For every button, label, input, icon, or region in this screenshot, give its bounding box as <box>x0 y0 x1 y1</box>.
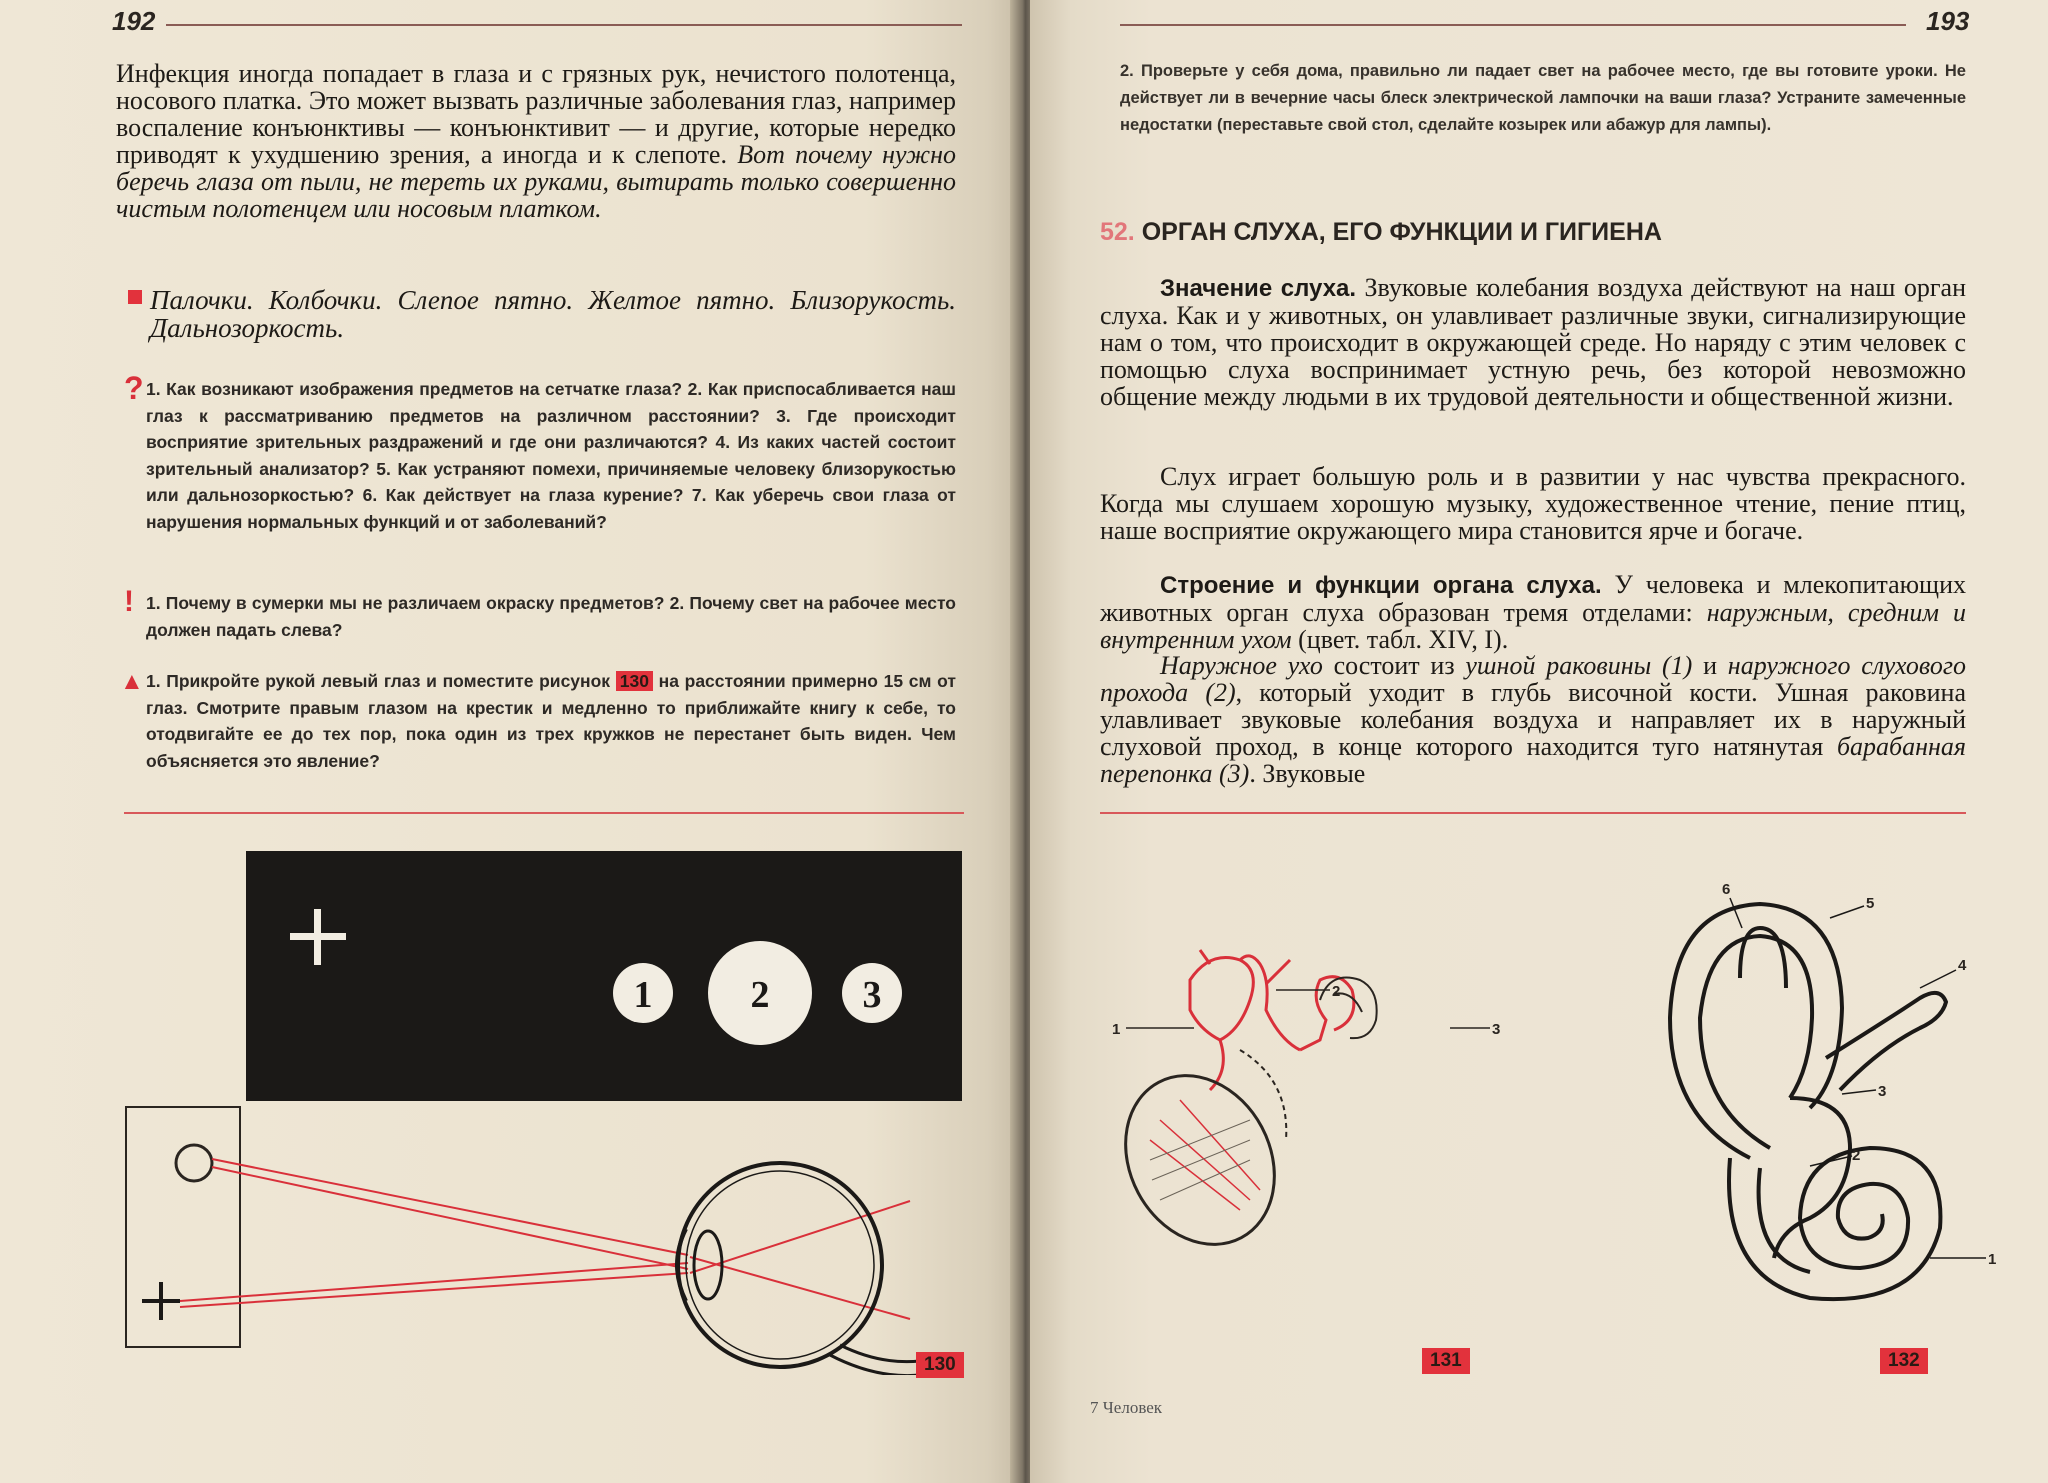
task-triangle-icon: ▲ <box>120 668 144 695</box>
signature-footer: 7 Человек <box>1090 1398 1163 1417</box>
tympanic-membrane <box>1097 1049 1303 1260</box>
circle-3 <box>842 963 902 1023</box>
left-page <box>0 0 1018 1483</box>
right-page <box>1030 0 2048 1483</box>
figure-131-middle-ear <box>1090 920 1510 1260</box>
task-1: 1. Прикройте рукой левый глаз и поместите рисунок 130 на расстоянии примерно 15 см от глаз. Смотрите правым глазом на крестик и медленно то приближайте книгу к себе, то отодвигайте ее до тех пор, пока один из трех кружков не перестанет быть виден. Чем объясняется это явление? <box>146 671 957 771</box>
rule-above-figures-131-132 <box>1100 812 1966 814</box>
semicircular-canals <box>1670 904 1946 1158</box>
questions-mark-icon: ? <box>124 370 144 406</box>
keywords-marker <box>128 290 142 304</box>
svg-text:2: 2 <box>750 974 770 1016</box>
fig132-label-3: 3 <box>1878 1083 1887 1100</box>
fig131-label-3: 3 <box>1492 1021 1501 1038</box>
fig131-label-1: 1 <box>1112 1021 1121 1038</box>
paragraph-structure: Строение и функции органа слуха. У человека и млекопитающих животных орган слуха образован тремя отделами: наружным, средним и внутренним ухом (цвет. табл. XIV, I). <box>1100 570 1966 654</box>
fig131-leaders <box>1126 990 1490 1028</box>
hygiene-paragraph: Инфекция иногда попадает в глаза и с грязных рук, нечистого полотенца, носового платка. Это может вызвать различные заболевания глаз, например воспаление конъюнктивы — конъюнктивит — и другие, которые нередко приводят к ухудшению зрения, а иногда и к слепоте. Вот почему нужно беречь глаза от пыли, не тереть их руками, вытирать только совершенно чистым полотенцем или носовым платком. <box>116 59 956 223</box>
figure-132-inner-ear <box>1590 858 2030 1318</box>
figure-ref-130: 130 <box>616 671 653 691</box>
fig132-label-4: 4 <box>1958 957 1967 974</box>
task-2: 2. Проверьте у себя дома, правильно ли падает свет на рабочее место, где вы готовите уроки. Не действует ли в вечерние часы блеск электрической лампочки на ваши глаза? Устраните замеченные недостатки (переставьте свой стол, сделайте козырек или абажур для лампы). <box>1120 62 1966 134</box>
cochlea <box>1729 1148 1940 1299</box>
svg-text:1: 1 <box>633 974 653 1016</box>
figure-131-badge: 131 <box>1422 1348 1470 1374</box>
fig132-label-2: 2 <box>1852 1147 1861 1164</box>
header-rule-left <box>166 24 962 26</box>
object-box <box>126 1107 240 1347</box>
section-title: ОРГАН СЛУХА, ЕГО ФУНКЦИИ И ГИГИЕНА <box>1141 218 1662 246</box>
circle-1 <box>613 963 673 1023</box>
think-questions: 1. Почему в сумерки мы не различаем окраску предметов? 2. Почему свет на рабочее место должен падать слева? <box>146 593 956 640</box>
small-cross-icon <box>142 1282 180 1320</box>
section-number: 52. <box>1100 218 1135 246</box>
circle-2 <box>708 941 812 1045</box>
figure-130-badge: 130 <box>916 1352 964 1378</box>
fig131-label-2: 2 <box>1332 983 1341 1000</box>
eye-cross-section <box>677 1163 920 1375</box>
paragraph-hearing-beauty: Слух играет большую роль и в развитии у нас чувства прекрасного. Когда мы слушаем хорошую музыку, художественное чтение, пение птиц, наше восприятие окружающего мира становится ярче и богаче. <box>1100 462 1966 545</box>
page-number-right: 193 <box>1926 6 1970 36</box>
light-rays <box>180 1159 910 1319</box>
page-number-left: 192 <box>112 6 156 36</box>
header-rule-right <box>1120 24 1906 26</box>
paragraph-outer-ear: Наружное ухо состоит из ушной раковины (1) и наружного слухового прохода (2), который уходит в глубь височной кости. Ушная раковина улавливает звуковые колебания воздуха и направляет их в наружный слуховой проход, в конце которого находится туго натянутая барабанная перепонка (3). Звуковые <box>1100 651 1967 788</box>
fig132-leaders <box>1730 898 1986 1258</box>
svg-text:3: 3 <box>862 974 882 1016</box>
review-questions: 1. Как возникают изображения предметов на сетчатке глаза? 2. Как приспосабливается наш глаз к рассматриванию предметов на различном расстоянии? 3. Где происходит восприятие зрительных раздражений и где они различаются? 4. Из каких частей состоит зрительный анализатор? 5. Как устраняют помехи, причиняемые человеку близорукостью или дальнозоркостью? 6. Как действует на глаза курение? 7. Как уберечь свои глаза от нарушения нормальных функций и от заболеваний? <box>146 379 956 532</box>
hygiene-emphasis: Вот почему нужно беречь глаза от пыли, не тереть их руками, вытирать только совершенно чистым полотенцем или носовым платком. <box>116 140 956 223</box>
section-heading <box>1100 218 1662 247</box>
ossicles <box>1190 950 1354 1090</box>
figure-132-badge: 132 <box>1880 1348 1928 1374</box>
exclamation-icon: ! <box>124 585 134 618</box>
fig132-label-5: 5 <box>1866 895 1875 912</box>
object-circle <box>176 1145 212 1181</box>
fig132-label-6: 6 <box>1722 881 1731 898</box>
paragraph-hearing-meaning: Значение слуха. Звуковые колебания воздуха действуют на наш орган слуха. Как и у животных, он улавливает различные звуки, сигнализирующие нам о том, что происходит в окружающей среде. Но наряду с этим человек с помощью слуха воспринимает устную речь, без которой невозможно общение между людьми в их трудовой деятельности и общественной жизни. <box>1100 273 1967 411</box>
keywords: Палочки. Колбочки. Слепое пятно. Желтое пятно. Близорукость. Дальнозоркость. <box>150 285 956 343</box>
rule-above-figure-130 <box>124 812 964 814</box>
figure-130-blind-spot <box>120 845 970 1375</box>
fig132-label-1: 1 <box>1988 1251 1997 1268</box>
